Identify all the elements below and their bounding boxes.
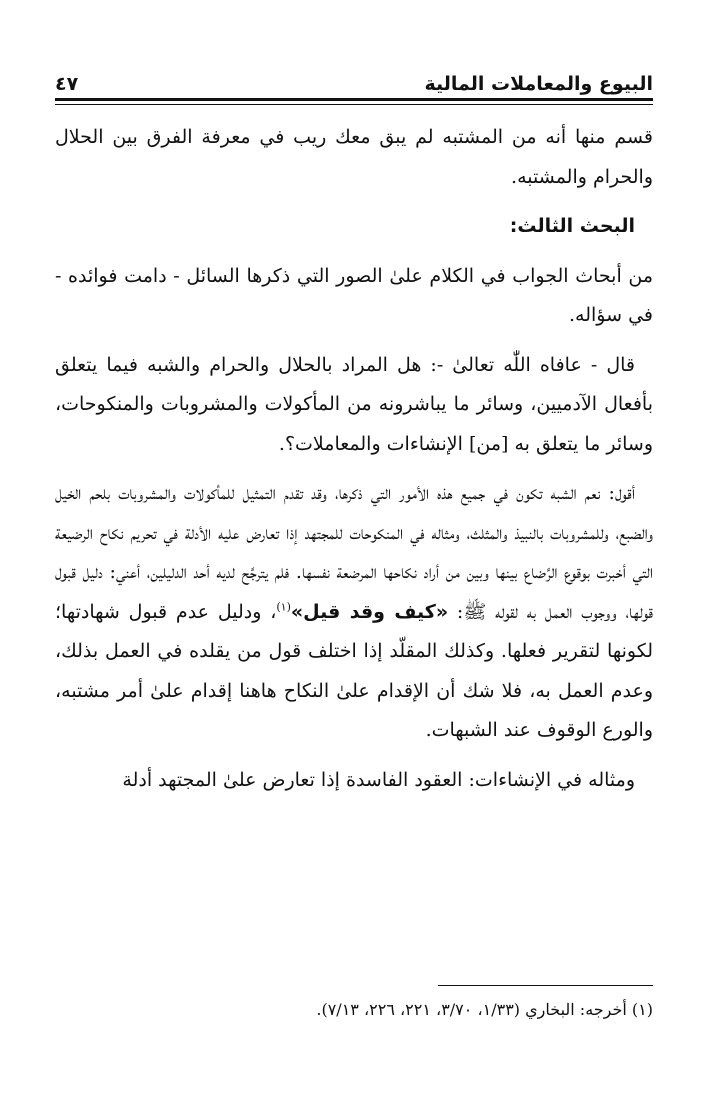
footnote-reference[interactable]: (١) (276, 600, 291, 614)
paragraph-1: قسم منها أنه من المشتبه لم يبق معك ريب في معرفة الفرق بين الحلال والحرام والمشتبه. (55, 126, 653, 188)
paragraph-3: قال - عافاه اللّٰه تعالىٰ -: هل المراد بالحلال والحرام والشبه فيما يتعلق بأفعال الآدميين، وسائر ما يباشرونه من المأكولات والمشروبات والمنكوحات، وسائر ما يتعلق به [من] الإنشاءات والمعاملات؟. (55, 353, 653, 455)
section-heading: البحث الثالث: (509, 215, 635, 237)
hadith-quote: «كيف وقد قيل» (290, 600, 449, 623)
header-rule-thick (55, 98, 653, 101)
paragraph-4-part-2: ، ودليل عدم قبول شهادتها؛ لكونها لتقرير فعلها. وكذلك المقلّد إذا اختلف قول من يقلده في العمل بذلك، وعدم العمل به، فلا شك أن الإقدام علىٰ النكاح هاهنا إقدام علىٰ أمر مشتبه، والورع الوقوف عند الشبهات. (55, 600, 653, 741)
header-rule-thin (55, 104, 653, 105)
running-title: البيوع والمعاملات المالية (424, 73, 653, 95)
page-number: ٤٧ (55, 73, 79, 95)
page-header (55, 58, 653, 94)
main-text (55, 118, 653, 810)
paragraph-4-part-1: أقول: نعم الشبه تكون في جميع هذه الأمور التي ذكرها، وقد تقدم التمثيل للمأكولات والمشروبات بلحم الخيل والضبع، وللمشروبات بالنبيذ والمثلث، ومثاله في المنكوحات للمجتهد إذا تعارض عليه الأدلة في تحريم نكاح الرضيعة التي أخبرت بوقوع الرَّضاع بينها وبين من أراد نكاحها المرضعة نفسها. فلم يترجَّح لديه أحد الدليلين، أعني: دليل قبول قولها، ووجوب العمل به لقوله ﷺ: (55, 482, 654, 623)
footnote: (١) أخرجه: البخاري (١/٣٣، ٣/٧٠، ٢٢١، ٢٢٦، ٧/١٣). (316, 1000, 653, 1019)
paragraph-5: ومثاله في الإنشاءات: العقود الفاسدة إذا تعارض علىٰ المجتهد أدلة (122, 768, 635, 791)
paragraph-2: من أبحاث الجواب في الكلام علىٰ الصور التي ذكرها السائل - دامت فوائده - في سؤاله. (55, 264, 653, 326)
paragraph-4 (55, 474, 653, 751)
footnote-separator (438, 985, 653, 986)
